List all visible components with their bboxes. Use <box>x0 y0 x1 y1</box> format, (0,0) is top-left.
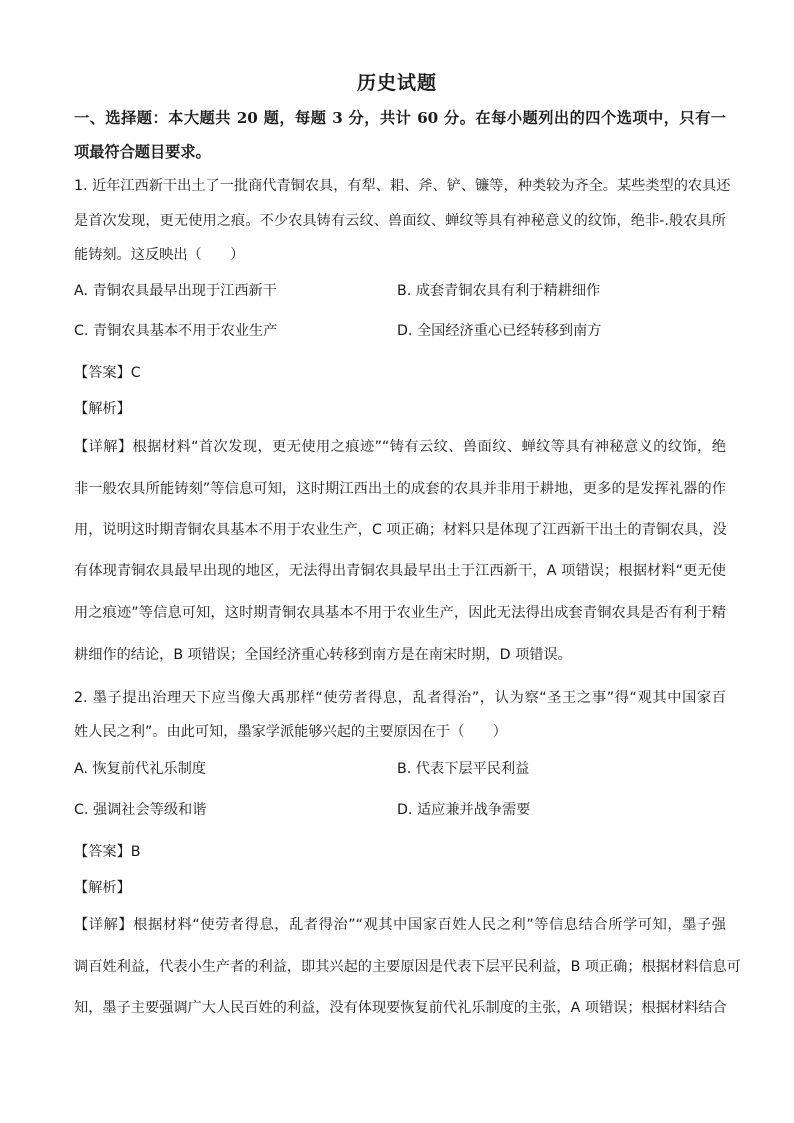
q1-stem-line-2: 是首次发现，更无使用之痕。不少农具铸有云纹、兽面纹、蝉纹等具有神秘意义的纹饰，绝非-.般农具所 <box>74 213 726 229</box>
q1-option-c: C. 青铜农具基本不用于农业生产 <box>74 323 278 339</box>
q2-detail-line-2: 调百姓利益，代表小生产者的利益，即其兴起的主要原因是代表下层平民利益，B 项正确；根据材料信息可 <box>74 959 741 975</box>
q1-stem-line-1: 1. 近年江西新干出土了一批商代青铜农具，有犁、耜、斧、铲、镰等，种类较为齐全。某些类型的农具还 <box>74 178 731 194</box>
q1-option-b: B. 成套青铜农具有利于精耕细作 <box>397 283 601 299</box>
q1-stem-line-3: 能铸刻。这反映出（ ） <box>74 247 245 263</box>
q2-option-d: D. 适应兼并战争需要 <box>397 802 531 818</box>
q2-detail-line-3: 知，墨子主要强调广大人民百姓的利益，没有体现要恢复前代礼乐制度的主张，A 项错误；根据材料结合 <box>74 1000 727 1016</box>
q2-answer: 【答案】B <box>74 844 141 860</box>
q1-detail-line-2: 非一般农具所能铸刻”等信息可知，这时期江西出土的成套的农具并非用于耕地，更多的是发挥礼器的作 <box>74 481 726 497</box>
q2-option-a: A. 恢复前代礼乐制度 <box>74 761 206 777</box>
q2-stem-line-2: 姓人民之利”。由此可知，墨家学派能够兴起的主要原因在于（ ） <box>74 724 507 740</box>
q2-stem-line-1: 2. 墨子提出治理天下应当像大禹那样“使劳者得息，乱者得治”，认为察“圣王之事”得“观其中国家百 <box>74 690 726 706</box>
q1-answer: 【答案】C <box>74 365 141 381</box>
section-heading-line-2: 项最符合题目要求。 <box>74 143 211 161</box>
q1-option-d: D. 全国经济重心已经转移到南方 <box>397 323 602 339</box>
q2-detail-line-1: 【详解】根据材料“使劳者得息，乱者得治”“观其中国家百姓人民之利”等信息结合所学可知，墨子强 <box>74 917 726 933</box>
q1-detail-line-6: 耕细作的结论，B 项错误；全国经济重心转移到南方是在南宋时期，D 项错误。 <box>74 647 572 663</box>
q1-detail-line-1: 【详解】根据材料“首次发现，更无使用之痕迹”“铸有云纹、兽面纹、蝉纹等具有神秘意义的纹饰，绝 <box>74 439 726 455</box>
q1-detail-line-5: 用之痕迹”等信息可知，这时期青铜农具基本不用于农业生产，因此无法得出成套青铜农具是否有利于精 <box>74 605 726 621</box>
section-heading-line-1: 一、选择题：本大题共 20 题，每题 3 分，共计 60 分。在每小题列出的四个选项中，只有一 <box>74 109 726 127</box>
q1-option-a: A. 青铜农具最早出现于江西新干 <box>74 283 277 299</box>
q2-option-b: B. 代表下层平民利益 <box>397 761 530 777</box>
q1-detail-line-4: 有体现青铜农具最早出现的地区，无法得出青铜农具最早出土于江西新干，A 项错误；根据材料“更无使 <box>74 563 726 579</box>
q2-analysis-label: 【解析】 <box>74 880 131 896</box>
q1-detail-line-3: 用，说明这时期青铜农具基本不用于农业生产，C 项正确；材料只是体现了江西新干出土的青铜农具，没 <box>74 522 727 538</box>
q1-analysis-label: 【解析】 <box>74 401 131 417</box>
q2-option-c: C. 强调社会等级和谐 <box>74 802 207 818</box>
page-title: 历史试题 <box>356 72 437 94</box>
